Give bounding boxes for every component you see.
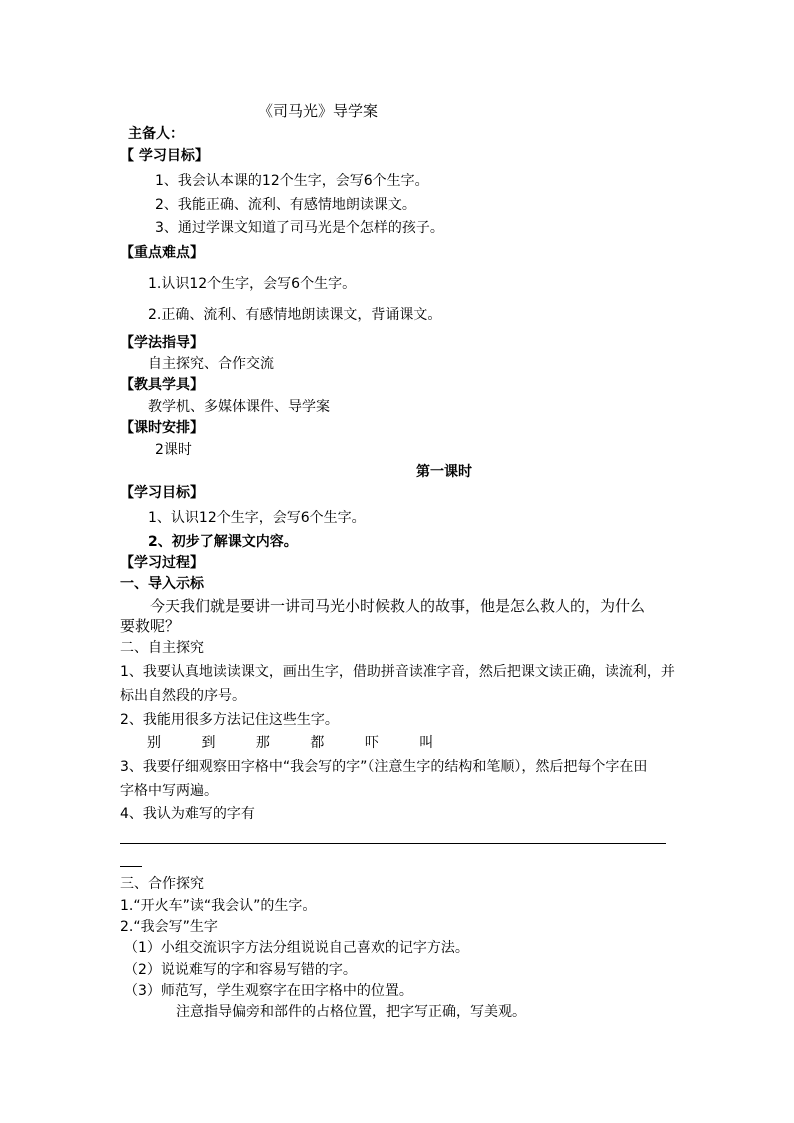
coop-sub-item: （3）师范写，学生观察字在田字格中的位置。 [124,983,413,999]
character: 别 [147,735,161,751]
goal-item: 1、我会认本课的12个生字，会写6个生字。 [155,173,429,189]
coop-item: 2.“我会写”生字 [120,919,218,935]
coop-note: 注意指导偏旁和部件的占格位置，把字写正确，写美观。 [176,1004,526,1020]
answer-line [120,843,666,844]
part2-title: 二、自主探究 [120,640,204,656]
key-item: 2.正确、流利、有感情地朗读课文，背诵课文。 [148,307,442,323]
goals-header: 【 学习目标】 [120,148,209,164]
goal-item: 2、我能正确、流利、有感情地朗读课文。 [155,197,416,213]
preparer-label: 主备人： [128,126,184,142]
part2-item: 字格中写两遍。 [120,783,218,799]
character: 那 [255,735,270,751]
tools-text: 教学机、多媒体课件、导学案 [148,399,330,415]
part2-item: 1、我要认真地读读课文，画出生字，借助拼音读准字音，然后把课文读正确，读流利，并 [120,664,675,680]
part2-item: 4、我认为难写的字有 [120,806,255,822]
character: 到 [201,735,216,751]
method-header: 【学法指导】 [120,335,204,351]
part1-text: 要救呢？ [120,617,181,635]
coop-item: 1.“开火车”读“我会认”的生字。 [120,898,317,914]
coop-sub-item: （1）小组交流识字方法分组说说自己喜欢的记字方法。 [124,940,469,956]
key-item: 1.认识12个生字，会写6个生字。 [148,276,357,292]
part1-text: 今天我们就是要讲一讲司马光小时候救人的故事，他是怎么救人的，为什么 [150,597,646,615]
process-header: 【学习过程】 [120,555,204,571]
lesson-heading: 第一课时 [416,464,472,480]
answer-line [120,866,142,867]
schedule-header: 【课时安排】 [120,420,204,436]
goal-item: 3、通过学课文知道了司马光是个怎样的孩子。 [155,220,444,236]
lesson-goals-header: 【学习目标】 [120,485,204,501]
character: 吓 [364,735,379,751]
schedule-text: 2课时 [155,442,192,458]
part2-item: 标出自然段的序号。 [120,688,246,704]
method-text: 自主探究、合作交流 [148,356,274,372]
part2-item: 3、我要仔细观察田字格中“我会写的字”（注意生字的结构和笔顺），然后把每个字在田 [120,759,648,775]
key-header: 【重点难点】 [120,245,204,261]
lesson-goal-item: 1、认识12个生字，会写6个生字。 [148,510,366,526]
lesson-goal-item: 2、初步了解课文内容。 [148,534,298,550]
part2-item: 2、我能用很多方法记住这些生字。 [120,712,339,728]
coop-sub-item: （2）说说难写的字和容易写错的字。 [124,962,357,978]
doc-title: 《司马光》导学案 [258,102,379,120]
part3-title: 三、合作探究 [120,876,204,892]
character: 叫 [419,735,434,751]
tools-header: 【教具学具】 [120,377,204,393]
character: 都 [310,735,325,751]
part1-title: 一、导入示标 [120,576,204,592]
character-list [147,733,469,753]
